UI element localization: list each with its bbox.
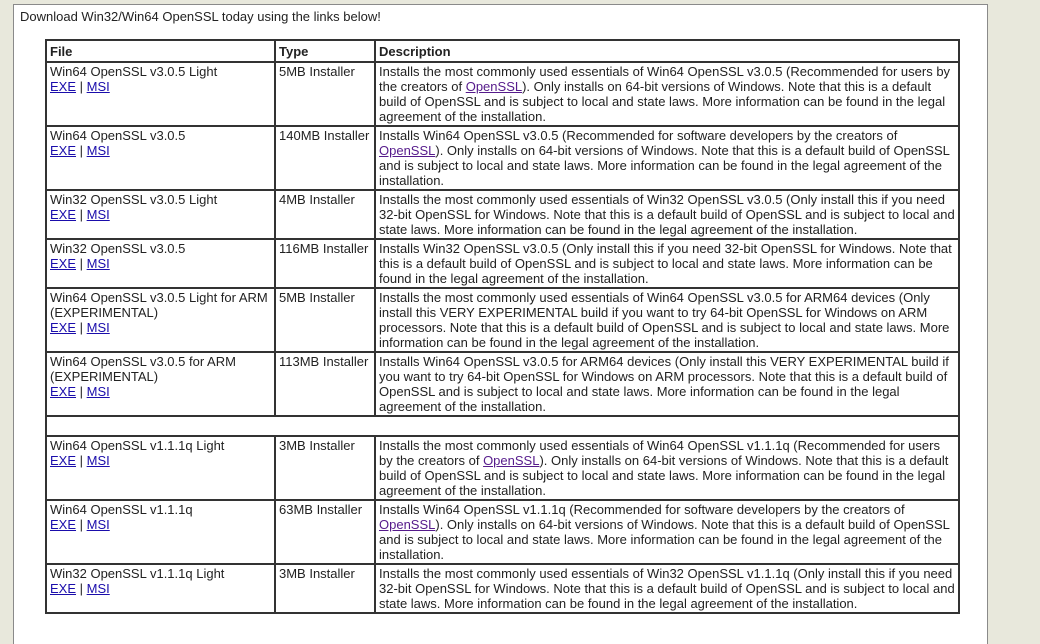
exe-download-link[interactable]: EXE [50, 256, 77, 271]
table-row [46, 352, 959, 416]
download-links [50, 79, 272, 94]
link-separator: | [76, 517, 87, 532]
description-text-cont: ). Only installs on 64-bit versions of Windows. Note that this is a default build of OpenSSL and is subject to local and state laws. More information can be found in the legal agreement of the installation. [379, 453, 949, 498]
description-text: Installs the most commonly used essentials of Win64 OpenSSL v3.0.5 (Recommended for users by the creators of [379, 64, 951, 94]
download-links [50, 517, 272, 532]
msi-download-link[interactable]: MSI [86, 79, 110, 94]
intro-text: Download Win32/Win64 OpenSSL today using the links below! [20, 9, 381, 24]
link-separator: | [76, 207, 87, 222]
download-links [50, 320, 272, 335]
exe-download-link[interactable]: EXE [50, 581, 77, 596]
exe-download-link[interactable]: EXE [50, 453, 77, 468]
file-name: Win64 OpenSSL v3.0.5 Light for ARM (EXPERIMENTAL) [50, 290, 268, 320]
msi-download-link[interactable]: MSI [86, 581, 110, 596]
msi-download-link[interactable]: MSI [86, 517, 110, 532]
msi-download-link[interactable]: MSI [86, 207, 110, 222]
description-text: Installs the most commonly used essentials of Win32 OpenSSL v1.1.1q (Only install this if you need 32-bit OpenSSL for Windows. Note that this is a default build of OpenSSL and is subject to local and state laws. More information can be found in the legal agreement of the installation. [379, 566, 955, 611]
file-name: Win32 OpenSSL v3.0.5 Light [50, 192, 218, 207]
download-links [50, 207, 272, 222]
description-cell [375, 62, 959, 126]
file-name: Win32 OpenSSL v1.1.1q Light [50, 566, 225, 581]
type-cell: 113MB Installer [275, 352, 375, 416]
section-separator-row [46, 416, 959, 436]
table-row [46, 500, 959, 564]
download-links [50, 256, 272, 271]
link-separator: | [76, 453, 87, 468]
openssl-link[interactable]: OpenSSL [379, 517, 436, 532]
table-row [46, 288, 959, 352]
download-links [50, 453, 272, 468]
link-separator: | [76, 581, 87, 596]
download-links [50, 384, 272, 399]
link-separator: | [76, 143, 87, 158]
msi-download-link[interactable]: MSI [86, 320, 110, 335]
file-name: Win64 OpenSSL v3.0.5 [50, 128, 186, 143]
downloads-table [45, 39, 960, 614]
msi-download-link[interactable]: MSI [86, 453, 110, 468]
openssl-link[interactable]: OpenSSL [483, 453, 540, 468]
section-separator [46, 416, 959, 436]
file-cell [46, 288, 275, 352]
description-text: Installs the most commonly used essentials of Win64 OpenSSL v3.0.5 for ARM64 devices (Only install this VERY EXPERIMENTAL build if you want to try 64-bit OpenSSL for Windows on ARM processors. Note that this is a default build of OpenSSL and is subject to local and state laws. More information can be found in the legal agreement of the installation. [379, 290, 950, 350]
content-panel [13, 4, 988, 644]
table-row [46, 239, 959, 288]
openssl-link[interactable]: OpenSSL [465, 79, 523, 94]
link-separator: | [76, 256, 87, 271]
description-cell [375, 126, 959, 190]
exe-download-link[interactable]: EXE [50, 384, 77, 399]
link-separator: | [76, 384, 87, 399]
exe-download-link[interactable]: EXE [50, 79, 77, 94]
table-row [46, 62, 959, 126]
msi-download-link[interactable]: MSI [86, 143, 110, 158]
table-body [46, 62, 959, 613]
msi-download-link[interactable]: MSI [86, 384, 110, 399]
file-cell [46, 62, 275, 126]
file-cell [46, 239, 275, 288]
exe-download-link[interactable]: EXE [50, 143, 77, 158]
description-text: Installs Win64 OpenSSL v3.0.5 (Recommended for software developers by the creators of [379, 128, 898, 143]
table-row [46, 126, 959, 190]
description-text-cont: ). Only installs on 64-bit versions of Windows. Note that this is a default build of OpenSSL and is subject to local and state laws. More information can be found in the legal agreement of the installation. [379, 79, 946, 124]
type-cell: 63MB Installer [275, 500, 375, 564]
description-text: Installs Win64 OpenSSL v3.0.5 for ARM64 devices (Only install this VERY EXPERIMENTAL build if you want to try 64-bit OpenSSL for Windows on ARM processors. Note that this is a default build of OpenSSL and is subject to local and state laws. More information can be found in the legal agreement of the installation. [379, 354, 949, 414]
msi-download-link[interactable]: MSI [86, 256, 110, 271]
table-row [46, 190, 959, 239]
description-text: Installs the most commonly used essentials of Win64 OpenSSL v1.1.1q (Recommended for users by the creators of [379, 438, 940, 468]
description-cell [375, 288, 959, 352]
file-name: Win32 OpenSSL v3.0.5 [50, 241, 186, 256]
exe-download-link[interactable]: EXE [50, 517, 77, 532]
description-cell [375, 500, 959, 564]
description-cell [375, 564, 959, 613]
description-text-cont: ). Only installs on 64-bit versions of Windows. Note that this is a default build of OpenSSL and is subject to local and state laws. More information can be found in the legal agreement of the installation. [379, 143, 950, 188]
table-row [46, 436, 959, 500]
description-text: Installs Win64 OpenSSL v1.1.1q (Recommended for software developers by the creators of [379, 502, 905, 517]
exe-download-link[interactable]: EXE [50, 207, 77, 222]
openssl-link[interactable]: OpenSSL [379, 143, 436, 158]
type-cell: 5MB Installer [275, 288, 375, 352]
description-cell [375, 239, 959, 288]
download-links [50, 581, 272, 596]
file-name: Win64 OpenSSL v3.0.5 Light [50, 64, 218, 79]
description-text: Installs the most commonly used essentials of Win32 OpenSSL v3.0.5 (Only install this if you need 32-bit OpenSSL for Windows. Note that this is a default build of OpenSSL and is subject to local and state laws. More information can be found in the legal agreement of the installation. [379, 192, 955, 237]
file-cell [46, 436, 275, 500]
file-name: Win64 OpenSSL v1.1.1q Light [50, 438, 225, 453]
description-text-cont: ). Only installs on 64-bit versions of Windows. Note that this is a default build of OpenSSL and is subject to local and state laws. More information can be found in the legal agreement of the installation. [379, 517, 950, 562]
file-name: Win64 OpenSSL v1.1.1q [50, 502, 193, 517]
file-cell [46, 500, 275, 564]
type-cell: 116MB Installer [275, 239, 375, 288]
description-text: Installs Win32 OpenSSL v3.0.5 (Only install this if you need 32-bit OpenSSL for Windows. Note that this is a default build of OpenSSL and is subject to local and state laws. More information can be found in the legal agreement of the installation. [379, 241, 952, 286]
column-header-type: Type [275, 40, 375, 62]
table-row [46, 564, 959, 613]
download-links [50, 143, 272, 158]
exe-download-link[interactable]: EXE [50, 320, 77, 335]
type-cell: 140MB Installer [275, 126, 375, 190]
description-cell [375, 436, 959, 500]
table-header-row [46, 40, 959, 62]
file-cell [46, 352, 275, 416]
file-cell [46, 190, 275, 239]
type-cell: 5MB Installer [275, 62, 375, 126]
file-name: Win64 OpenSSL v3.0.5 for ARM (EXPERIMENTAL) [50, 354, 236, 384]
column-header-file: File [46, 40, 275, 62]
type-cell: 3MB Installer [275, 436, 375, 500]
column-header-description: Description [375, 40, 959, 62]
file-cell [46, 126, 275, 190]
description-cell [375, 352, 959, 416]
link-separator: | [76, 320, 87, 335]
file-cell [46, 564, 275, 613]
type-cell: 4MB Installer [275, 190, 375, 239]
description-cell [375, 190, 959, 239]
link-separator: | [76, 79, 87, 94]
type-cell: 3MB Installer [275, 564, 375, 613]
